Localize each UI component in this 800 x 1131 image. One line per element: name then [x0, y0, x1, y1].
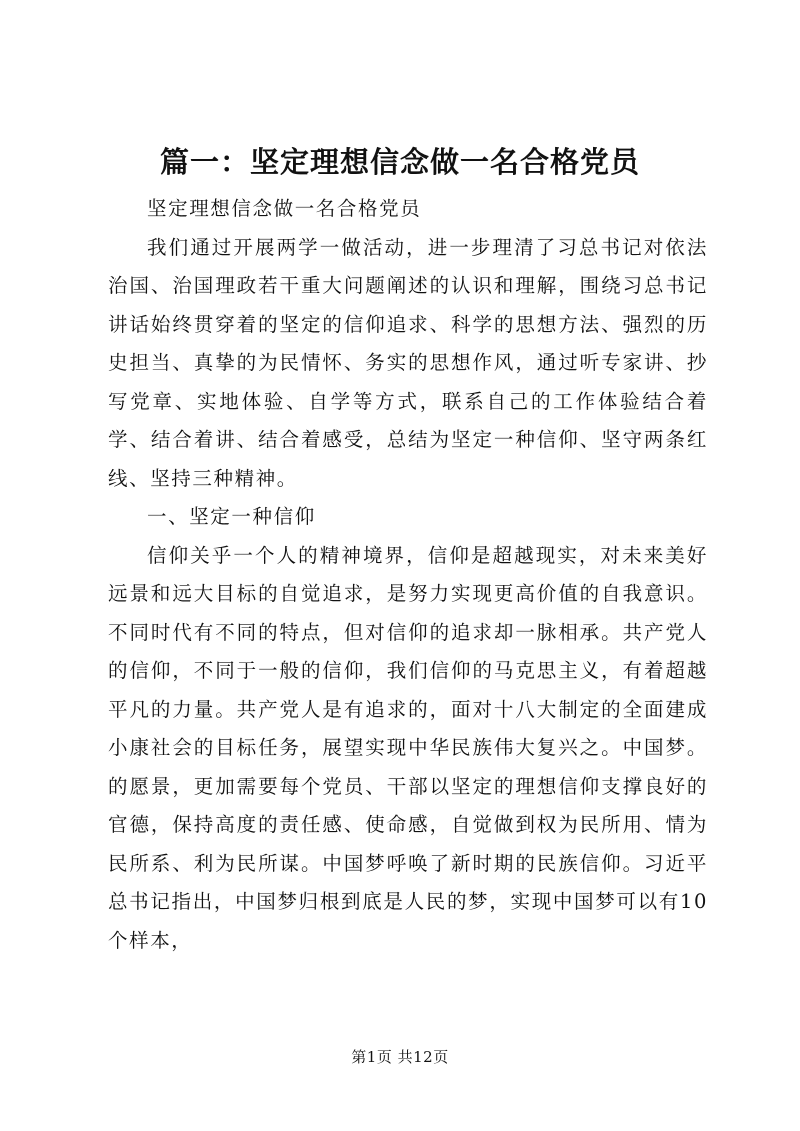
subtitle-paragraph: 坚定理想信念做一名合格党员	[147, 197, 422, 220]
body-paragraph: 信仰关乎一个人的精神境界，信仰是超越现实，对未来美好远景和远大目标的自觉追求，是努力实现更高价值的自我意识。不同时代有不同的特点，但对信仰的追求却一脉相承。共产党人的信仰，不同于一般的信仰，我们信仰的马克思主义，有着超越平凡的力量。共产党人是有追求的，面对十八大制定的全面建成小康社会的目标任务，展望实现中华民族伟大复兴之。中国梦。的愿景，更加需要每个党员、干部以坚定的理想信仰支撑良好的官德，保持高度的责任感、使命感，自觉做到权为民所用、情为民所系、利为民所谋。中国梦呼唤了新时期的民族信仰。习近平总书记指出，中国梦归根到底是人民的梦，实现中国梦可以有10个样本，	[108, 543, 708, 952]
page-title: 篇一：坚定理想信念做一名合格党员	[159, 145, 640, 179]
body-paragraph: 我们通过开展两学一做活动，进一步理清了习总书记对依法治国、治国理政若干重大问题阐述的认识和理解，围绕习总书记讲话始终贯穿着的坚定的信仰追求、科学的思想方法、强烈的历史担当、真挚的为民情怀、务实的思想作风，通过听专家讲、抄写党章、实地体验、自学等方式，联系自己的工作体验结合着学、结合着讲、结合着感受，总结为坚定一种信仰、坚守两条红线、坚持三种精神。	[108, 235, 708, 490]
page-footer: 第1页 共12页	[351, 1048, 449, 1066]
document-body	[108, 190, 708, 960]
section-heading: 一、坚定一种信仰	[147, 505, 316, 528]
